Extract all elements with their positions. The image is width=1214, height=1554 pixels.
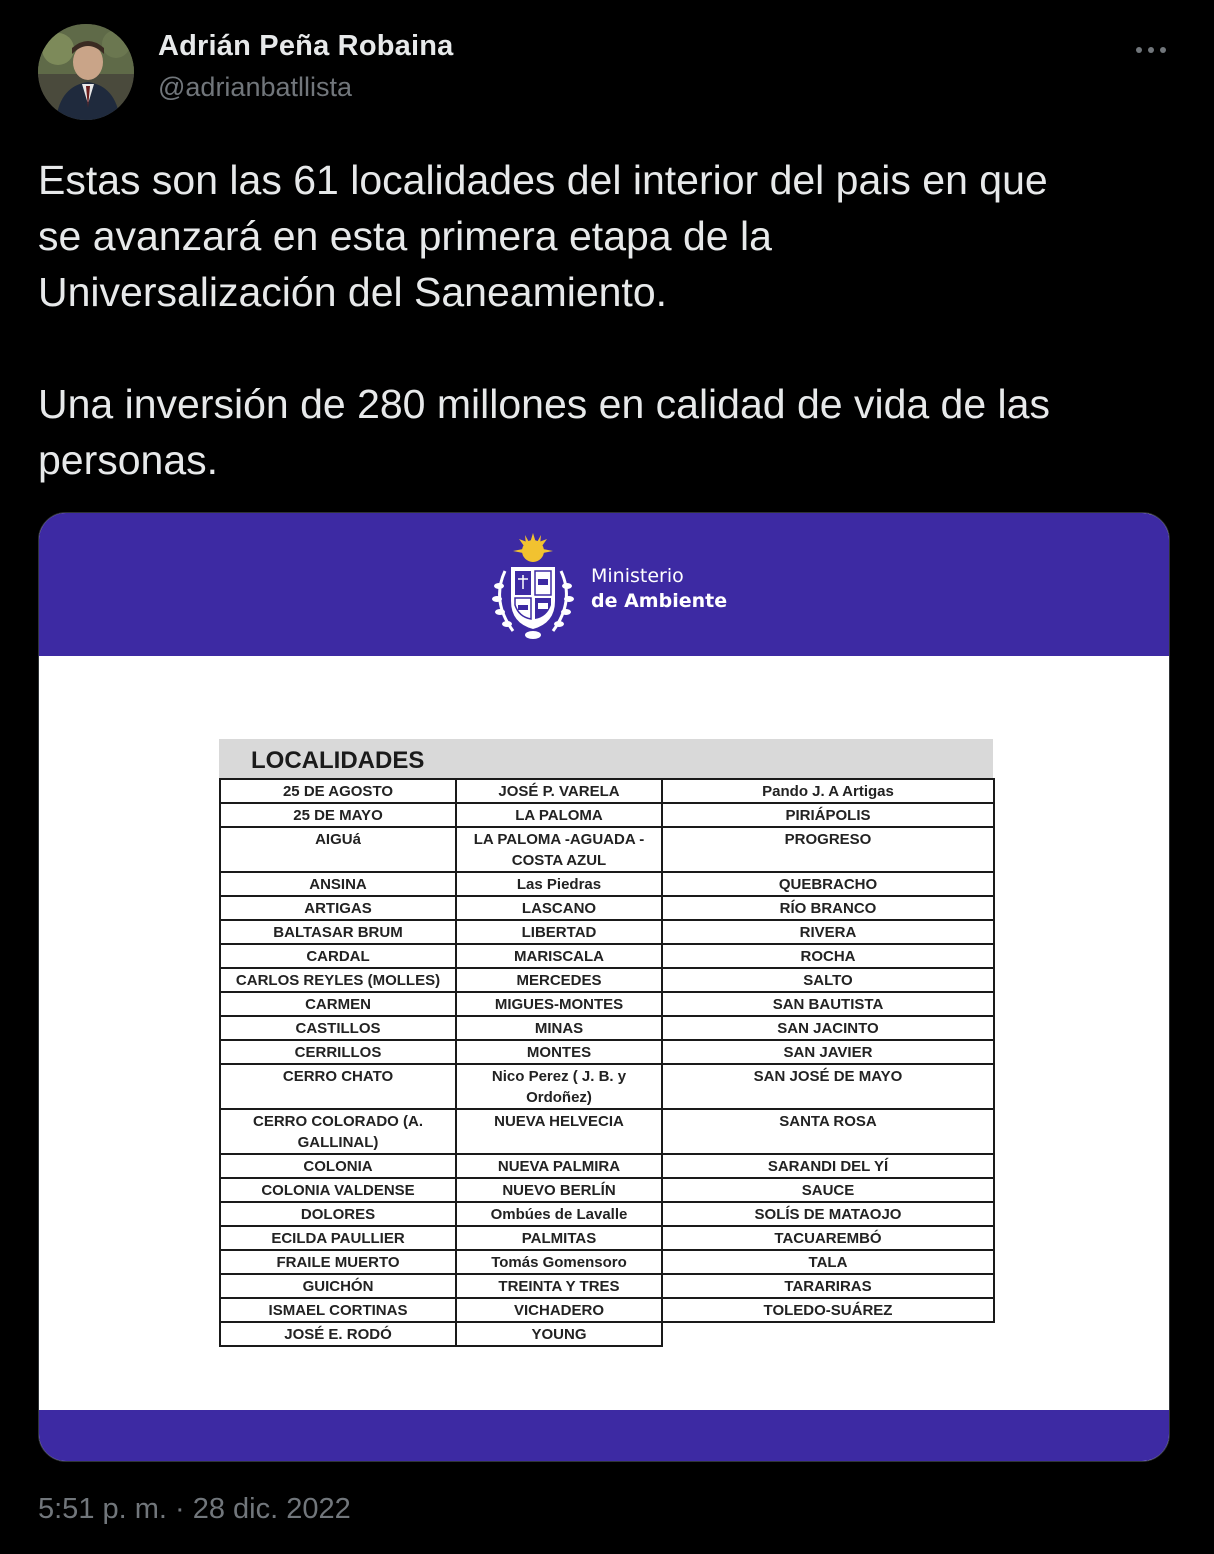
table-cell: COLONIA: [220, 1154, 456, 1178]
table-cell: CARDAL: [220, 944, 456, 968]
table-row: [220, 968, 994, 992]
table-cell: RÍO BRANCO: [662, 896, 994, 920]
table-cell: COLONIA VALDENSE: [220, 1178, 456, 1202]
tweet-timestamp[interactable]: 5:51 p. m. · 28 dic. 2022: [38, 1493, 351, 1525]
table-row: [220, 1064, 994, 1109]
table-cell: Pando J. A Artigas: [662, 779, 994, 803]
table-cell: MONTES: [456, 1040, 662, 1064]
table-row: [220, 779, 994, 803]
table-cell: AIGUá: [220, 827, 456, 872]
table-cell: LA PALOMA -AGUADA - COSTA AZUL: [456, 827, 662, 872]
table-cell: VICHADERO: [456, 1298, 662, 1322]
table-cell: SAN JOSÉ DE MAYO: [662, 1064, 994, 1109]
table-cell: [662, 1322, 994, 1346]
author-avatar[interactable]: [38, 24, 134, 120]
tweet-text: Estas son las 61 localidades del interior del pais en que se avanzará en esta primera etapa de la Universalización del Saneamiento. Una inversión de 280 millones en calidad de vida de las personas.: [38, 157, 1050, 483]
table-cell: GUICHÓN: [220, 1274, 456, 1298]
author-handle[interactable]: @adrianbatllista: [158, 72, 353, 102]
table-row: [220, 1298, 994, 1322]
tweet-media-image[interactable]: [38, 512, 1170, 1462]
table-cell: Ombúes de Lavalle: [456, 1202, 662, 1226]
table-row: [220, 1016, 994, 1040]
table-cell: CARMEN: [220, 992, 456, 1016]
table-cell: DOLORES: [220, 1202, 456, 1226]
table-cell: Tomás Gomensoro: [456, 1250, 662, 1274]
table-cell: CERRO CHATO: [220, 1064, 456, 1109]
author-name[interactable]: Adrián Peña Robaina: [158, 30, 454, 62]
table-cell: NUEVA HELVECIA: [456, 1109, 662, 1154]
table-row: [220, 1274, 994, 1298]
table-cell: Las Piedras: [456, 872, 662, 896]
table-cell: SANTA ROSA: [662, 1109, 994, 1154]
table-cell: TACUAREMBÓ: [662, 1226, 994, 1250]
table-row: [220, 1109, 994, 1154]
table-cell: CASTILLOS: [220, 1016, 456, 1040]
table-cell: FRAILE MUERTO: [220, 1250, 456, 1274]
table-cell: JOSÉ E. RODÓ: [220, 1322, 456, 1346]
ministry-name-line1: Ministerio: [591, 565, 684, 587]
table-cell: 25 DE MAYO: [220, 803, 456, 827]
table-cell: ISMAEL CORTINAS: [220, 1298, 456, 1322]
table-row: [220, 1226, 994, 1250]
table-cell: TARARIRAS: [662, 1274, 994, 1298]
table-row: [220, 896, 994, 920]
table-cell: TALA: [662, 1250, 994, 1274]
table-row: [220, 920, 994, 944]
table-cell: SAN BAUTISTA: [662, 992, 994, 1016]
table-cell: ANSINA: [220, 872, 456, 896]
table-row: [220, 803, 994, 827]
table-cell: SAN JACINTO: [662, 1016, 994, 1040]
avatar-photo-icon: [38, 24, 134, 120]
table-cell: CERRO COLORADO (A. GALLINAL): [220, 1109, 456, 1154]
localidades-table: [219, 739, 993, 1347]
table-row: [220, 1178, 994, 1202]
table-cell: MERCEDES: [456, 968, 662, 992]
table-cell: TOLEDO-SUÁREZ: [662, 1298, 994, 1322]
table-row: [220, 827, 994, 872]
coat-of-arms-icon: [485, 531, 581, 643]
localidades-grid: [219, 778, 995, 1347]
table-cell: TREINTA Y TRES: [456, 1274, 662, 1298]
table-cell: JOSÉ P. VARELA: [456, 779, 662, 803]
table-cell: SOLÍS DE MATAOJO: [662, 1202, 994, 1226]
media-header-banner: [39, 513, 1169, 656]
more-options-icon[interactable]: [1128, 34, 1174, 66]
table-cell: SAUCE: [662, 1178, 994, 1202]
table-cell: Nico Perez ( J. B. y Ordoñez): [456, 1064, 662, 1109]
table-cell: CERRILLOS: [220, 1040, 456, 1064]
table-cell: CARLOS REYLES (MOLLES): [220, 968, 456, 992]
table-cell: RIVERA: [662, 920, 994, 944]
table-cell: QUEBRACHO: [662, 872, 994, 896]
table-cell: ARTIGAS: [220, 896, 456, 920]
table-row: [220, 1202, 994, 1226]
table-cell: LASCANO: [456, 896, 662, 920]
table-cell: LIBERTAD: [456, 920, 662, 944]
table-row: [220, 872, 994, 896]
table-row: [220, 1322, 994, 1346]
table-cell: MARISCALA: [456, 944, 662, 968]
table-cell: MIGUES-MONTES: [456, 992, 662, 1016]
table-row: [220, 1154, 994, 1178]
table-cell: NUEVA PALMIRA: [456, 1154, 662, 1178]
ministry-name-line2: de Ambiente: [591, 590, 728, 612]
table-cell: SALTO: [662, 968, 994, 992]
table-row: [220, 1250, 994, 1274]
table-cell: SAN JAVIER: [662, 1040, 994, 1064]
table-row: [220, 944, 994, 968]
table-cell: PROGRESO: [662, 827, 994, 872]
table-cell: PIRIÁPOLIS: [662, 803, 994, 827]
table-cell: YOUNG: [456, 1322, 662, 1346]
table-cell: NUEVO BERLÍN: [456, 1178, 662, 1202]
table-title: LOCALIDADES: [219, 739, 993, 778]
table-cell: ROCHA: [662, 944, 994, 968]
table-row: [220, 992, 994, 1016]
table-row: [220, 1040, 994, 1064]
table-cell: LA PALOMA: [456, 803, 662, 827]
table-cell: ECILDA PAULLIER: [220, 1226, 456, 1250]
table-cell: PALMITAS: [456, 1226, 662, 1250]
table-cell: SARANDI DEL YÍ: [662, 1154, 994, 1178]
media-footer-banner: [39, 1410, 1169, 1461]
table-cell: BALTASAR BRUM: [220, 920, 456, 944]
table-cell: 25 DE AGOSTO: [220, 779, 456, 803]
table-cell: MINAS: [456, 1016, 662, 1040]
